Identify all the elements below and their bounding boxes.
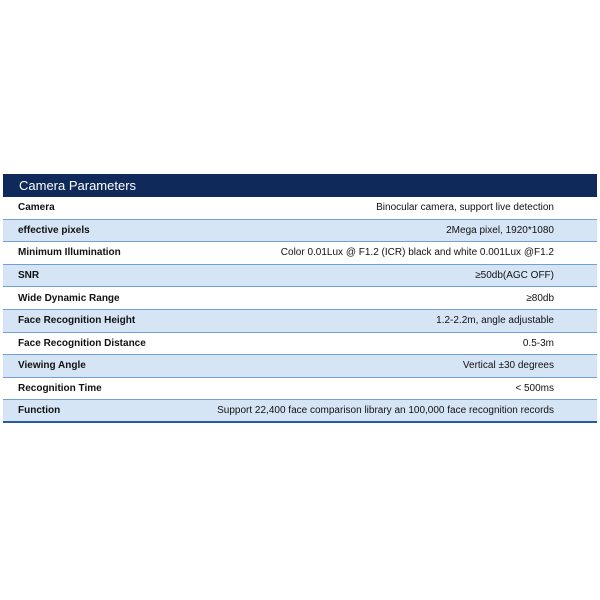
table-row-effective-pixels [3, 220, 597, 243]
row-value: ≥50db(AGC OFF) [475, 270, 554, 282]
row-value: Support 22,400 face comparison library an 100,000 face recognition records [217, 405, 554, 417]
table-title: Camera Parameters [3, 174, 597, 197]
row-label: Function [18, 405, 61, 417]
table-row-recognition-time [3, 378, 597, 401]
row-label: SNR [18, 270, 40, 282]
row-label: effective pixels [18, 224, 90, 236]
row-label: Recognition Time [18, 383, 102, 395]
row-value: < 500ms [515, 383, 554, 395]
table-row-minimum-illumination [3, 242, 597, 265]
table-row-face-recognition-height [3, 310, 597, 333]
table-row-viewing-angle [3, 355, 597, 378]
row-label: Wide Dynamic Range [18, 292, 120, 304]
row-value: 1.2-2.2m, angle adjustable [436, 315, 554, 327]
table-row-face-recognition-distance [3, 333, 597, 356]
table-row-function [3, 400, 597, 423]
row-value: Color 0.01Lux @ F1.2 (ICR) black and white 0.001Lux @F1.2 [280, 247, 554, 259]
row-value: Vertical ±30 degrees [462, 360, 554, 372]
row-value: ≥80db [526, 292, 554, 304]
row-label: Face Recognition Distance [18, 337, 146, 349]
table-row-snr [3, 265, 597, 288]
row-value: 2Mega pixel, 1920*1080 [446, 224, 554, 236]
table-row-camera [3, 197, 597, 220]
row-value: Binocular camera, support live detection [376, 202, 554, 214]
row-label: Viewing Angle [18, 360, 86, 372]
row-label: Camera [18, 202, 55, 214]
camera-parameters-table [3, 174, 597, 423]
table-row-wide-dynamic-range [3, 287, 597, 310]
row-label: Minimum Illumination [18, 247, 121, 259]
row-label: Face Recognition Height [18, 315, 136, 327]
row-value: 0.5-3m [522, 337, 554, 349]
